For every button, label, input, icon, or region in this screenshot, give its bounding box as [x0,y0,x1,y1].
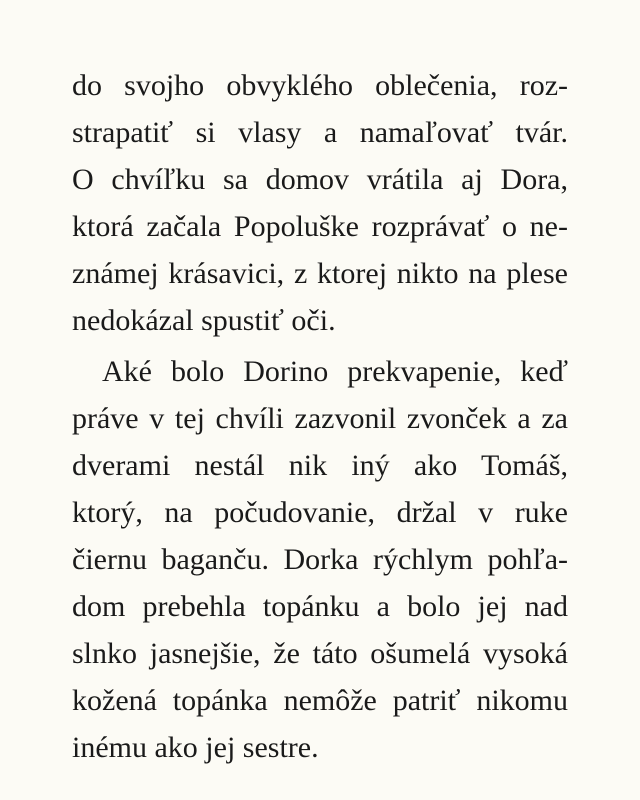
text-line: O chvíľku sa domov vrátila aj Dora, [72,163,568,196]
book-page [72,62,568,771]
text-line: do svojho obvyklého oblečenia, roz- [72,69,568,102]
text-line: kožená topánka nemôže patriť nikomu [72,684,568,717]
text-line: čiernu baganču. Dorka rýchlym pohľa- [72,543,568,576]
paragraph-2 [72,348,568,771]
text-line: strapatiť si vlasy a namaľovať tvár. [72,116,568,149]
text-line: dverami nestál nik iný ako Tomáš, [72,449,568,482]
text-line: ktorý, na počudovanie, držal v ruke [72,496,568,529]
text-line: inému ako jej sestre. [72,731,319,764]
text-line: nedokázal spustiť oči. [72,304,336,337]
text-line: slnko jasnejšie, že táto ošumelá vysoká [72,637,568,670]
paragraph-1 [72,62,568,344]
text-line: Aké bolo Dorino prekvapenie, keď [102,355,568,388]
text-line: ktorá začala Popoluške rozprávať o ne- [72,210,568,243]
text-line: práve v tej chvíli zazvonil zvonček a za [72,402,568,435]
text-line: dom prebehla topánku a bolo jej nad [72,590,568,623]
text-line: známej krásavici, z ktorej nikto na plese [72,257,568,290]
